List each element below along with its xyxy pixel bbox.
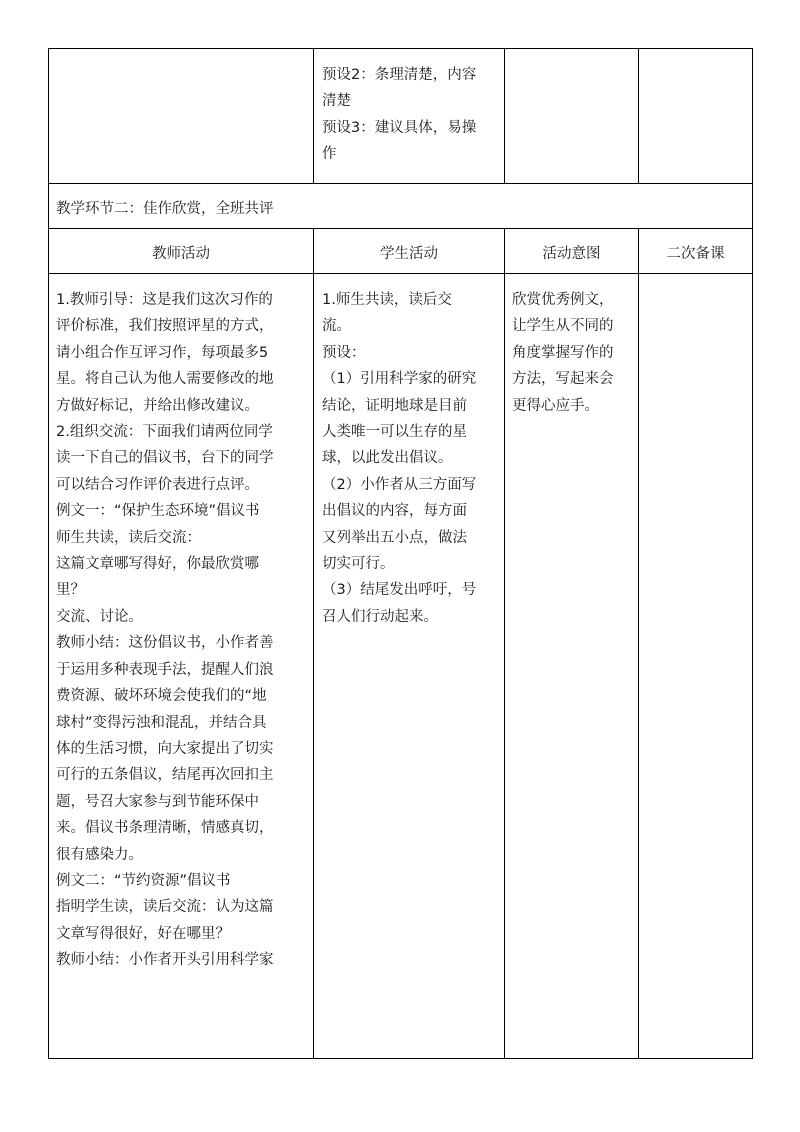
text-line: （3）结尾发出呼吁，号 <box>322 582 477 599</box>
text-line: 1.师生共读，读后交 <box>322 292 452 308</box>
text-line: 于运用多种表现手法，提醒人们浪 <box>56 661 274 678</box>
text-line: 读一下自己的倡议书，台下的同学 <box>56 450 274 467</box>
text-line: 评价标准，我们按照评星的方式， <box>56 318 274 335</box>
header-student-activity: 学生活动 <box>380 246 438 262</box>
text-line: 角度掌握写作的 <box>512 344 614 361</box>
col-divider-2 <box>504 228 505 1059</box>
table-border-right <box>752 48 753 1059</box>
text-line: 流。 <box>322 318 351 335</box>
text-line: 1.教师引导：这是我们这次习作的 <box>56 292 273 308</box>
text-line: 星。将自己认为他人需要修改的地 <box>56 371 274 388</box>
col-divider-1 <box>313 228 314 1059</box>
col-divider-2-top <box>504 48 505 184</box>
text-line: 欣赏优秀例文， <box>512 292 614 308</box>
text-line: 结论，证明地球是目前 <box>322 397 467 414</box>
header-activity-intent: 活动意图 <box>542 246 601 262</box>
text-line: 让学生从不同的 <box>512 318 614 335</box>
header-teacher-activity: 教师活动 <box>152 246 210 262</box>
text-line: 方法，写起来会 <box>512 371 614 388</box>
text-line: 指明学生读，读后交流：认为这篇 <box>56 899 274 916</box>
text-line: 清楚 <box>322 93 351 110</box>
text-line: 作 <box>322 146 337 163</box>
row-divider-3 <box>48 273 753 274</box>
student-activity-cell <box>322 287 498 630</box>
text-line: 人类唯一可以生存的星 <box>322 424 467 441</box>
text-line: 例文一：“保护生态环境”倡议书 <box>56 503 260 520</box>
top-row-student-cell <box>322 62 498 168</box>
text-line: 费资源、破坏环境会使我们的“地 <box>56 688 267 705</box>
table-border-top <box>48 48 753 49</box>
table-border-left <box>48 48 49 1059</box>
text-line: 来。倡议书条理清晰，情感真切， <box>56 820 274 837</box>
text-line: 很有感染力。 <box>56 846 143 863</box>
text-line: 预设： <box>322 344 366 361</box>
text-line: 可行的五条倡议，结尾再次回扣主 <box>56 767 274 784</box>
row-divider-1 <box>48 183 753 184</box>
text-line: 例文二：“节约资源”倡议书 <box>56 872 231 889</box>
teacher-activity-cell <box>56 287 307 974</box>
table-border-bottom <box>48 1058 753 1059</box>
text-line: 出倡议的内容，每方面 <box>322 503 467 520</box>
text-line: 题，号召大家参与到节能环保中 <box>56 793 259 810</box>
text-line: 球村”变得污浊和混乱，并结合具 <box>56 714 267 731</box>
text-line: 又列举出五小点，做法 <box>322 529 467 546</box>
text-line: 里？ <box>56 582 85 599</box>
text-line: 预设3：建议具体，易操 <box>322 119 477 136</box>
text-line: 更得心应手。 <box>512 397 599 414</box>
col-divider-1-top <box>313 48 314 184</box>
col-divider-3 <box>638 228 639 1059</box>
section-title: 教学环节二：佳作欣赏，全班共评 <box>56 201 274 217</box>
text-line: 可以结合习作评价表进行点评。 <box>56 476 259 493</box>
text-line: 教师小结：这份倡议书，小作者善 <box>56 635 274 652</box>
text-line: （1）引用科学家的研究 <box>322 371 477 388</box>
text-line: 召人们行动起来。 <box>322 608 438 625</box>
col-divider-3-top <box>638 48 639 184</box>
text-line: 这篇文章哪写得好，你最欣赏哪 <box>56 556 259 573</box>
row-divider-2 <box>48 228 753 229</box>
text-line: 交流、讨论。 <box>56 608 143 625</box>
text-line: 方做好标记，并给出修改建议。 <box>56 397 259 414</box>
text-line: （2）小作者从三方面写 <box>322 476 477 493</box>
text-line: 预设2：条理清楚，内容 <box>322 67 477 83</box>
text-line: 切实可行。 <box>322 556 395 573</box>
text-line: 教师小结：小作者开头引用科学家 <box>56 952 274 969</box>
text-line: 球，以此发出倡议。 <box>322 450 453 467</box>
text-line: 体的生活习惯，向大家提出了切实 <box>56 740 274 757</box>
activity-intent-cell <box>512 287 634 419</box>
text-line: 师生共读，读后交流： <box>56 529 201 546</box>
text-line: 2.组织交流：下面我们请两位同学 <box>56 424 273 441</box>
text-line: 请小组合作互评习作，每项最多5 <box>56 344 269 361</box>
header-second-prep: 二次备课 <box>666 246 725 262</box>
text-line: 文章写得很好，好在哪里？ <box>56 925 230 942</box>
